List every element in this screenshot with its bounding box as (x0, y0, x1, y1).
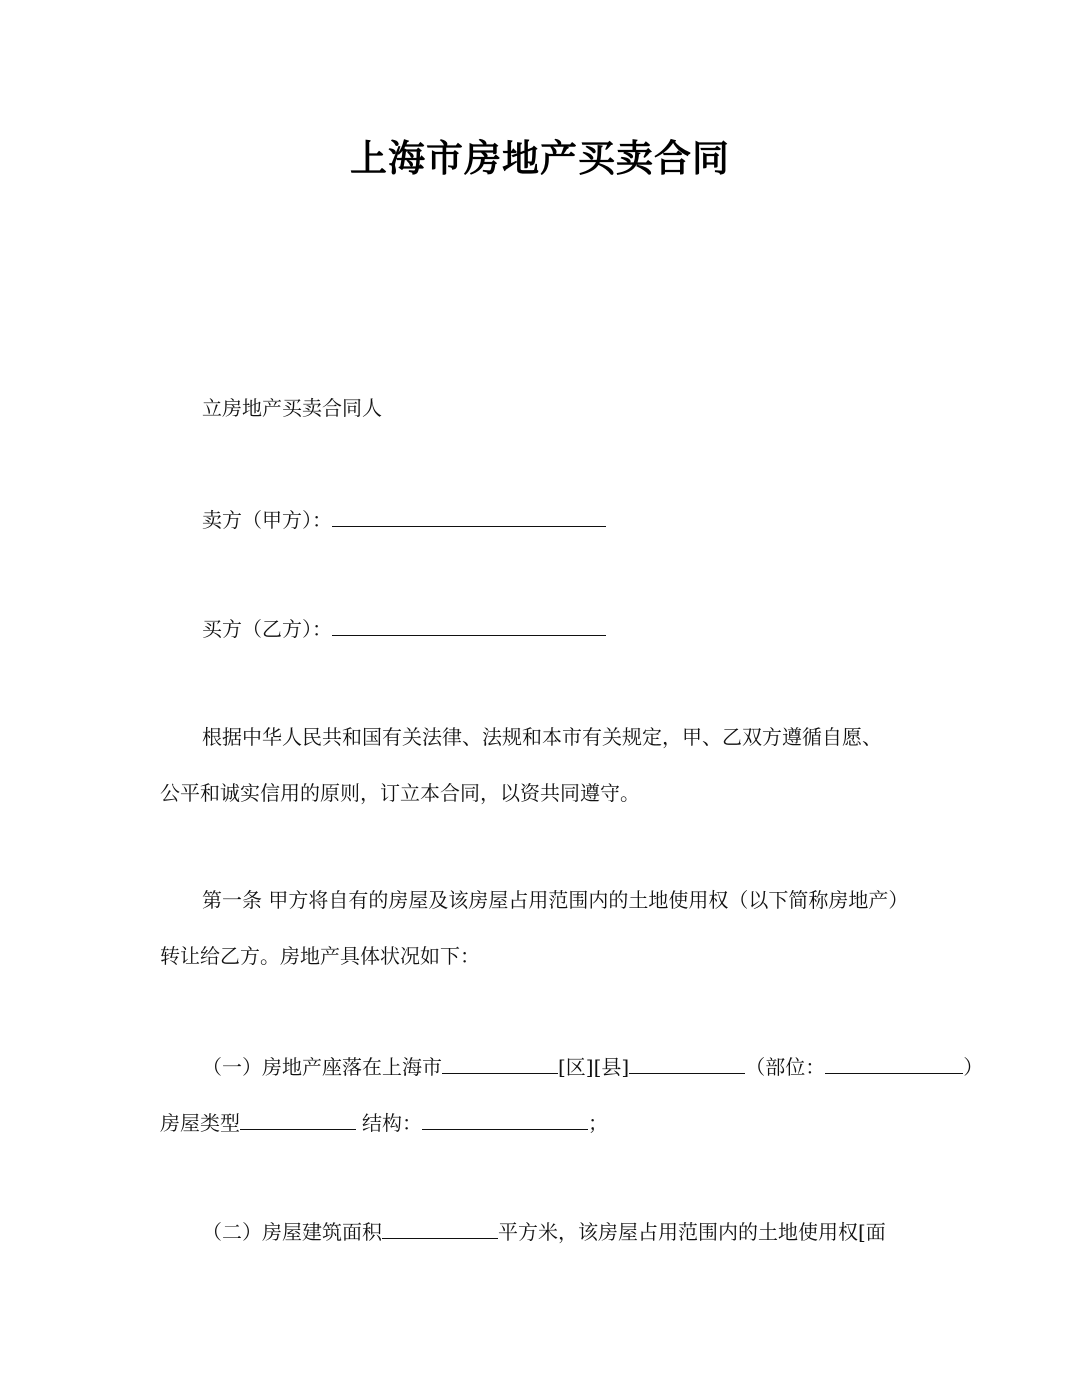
structure-blank[interactable] (422, 1107, 588, 1130)
seller-line (202, 504, 606, 534)
house-type-blank[interactable] (240, 1107, 356, 1130)
buyer-label: 买方（乙方）： (202, 617, 332, 641)
district-label: [区][县] (558, 1055, 630, 1079)
buyer-line (202, 613, 606, 643)
building-area-blank[interactable] (382, 1216, 498, 1239)
item1-line-1 (202, 1051, 983, 1081)
location-blank[interactable] (825, 1051, 963, 1074)
item2-line-1 (202, 1216, 886, 1246)
house-type-label: 房屋类型 (160, 1111, 240, 1135)
district-blank[interactable] (629, 1051, 745, 1074)
item1-prefix: （一）房地产座落在上海市 (202, 1055, 442, 1079)
article1-line-1: 第一条 甲方将自有的房屋及该房屋占用范围内的土地使用权（以下简称房地产） (202, 888, 909, 912)
article1-line-2: 转让给乙方。房地产具体状况如下： (160, 944, 480, 968)
document-title: 上海市房地产买卖合同 (350, 137, 730, 180)
item2-prefix: （二）房屋建筑面积 (202, 1220, 382, 1244)
city-blank[interactable] (442, 1051, 558, 1074)
preamble-line-1: 根据中华人民共和国有关法律、法规和本市有关规定，甲、乙双方遵循自愿、 (202, 725, 882, 749)
item2-suffix: 平方米，该房屋占用范围内的土地使用权[面 (498, 1220, 886, 1244)
seller-name-blank[interactable] (332, 504, 606, 527)
location-close: ） (963, 1055, 984, 1079)
location-label: （部位： (745, 1055, 826, 1079)
structure-label: 结构： (362, 1111, 422, 1135)
item1-end: ； (588, 1111, 608, 1135)
buyer-name-blank[interactable] (332, 613, 606, 636)
preamble-line-2: 公平和诚实信用的原则，订立本合同，以资共同遵守。 (160, 781, 640, 805)
seller-label: 卖方（甲方）： (202, 508, 332, 532)
intro-line: 立房地产买卖合同人 (202, 396, 382, 420)
item1-line-2 (160, 1107, 608, 1137)
